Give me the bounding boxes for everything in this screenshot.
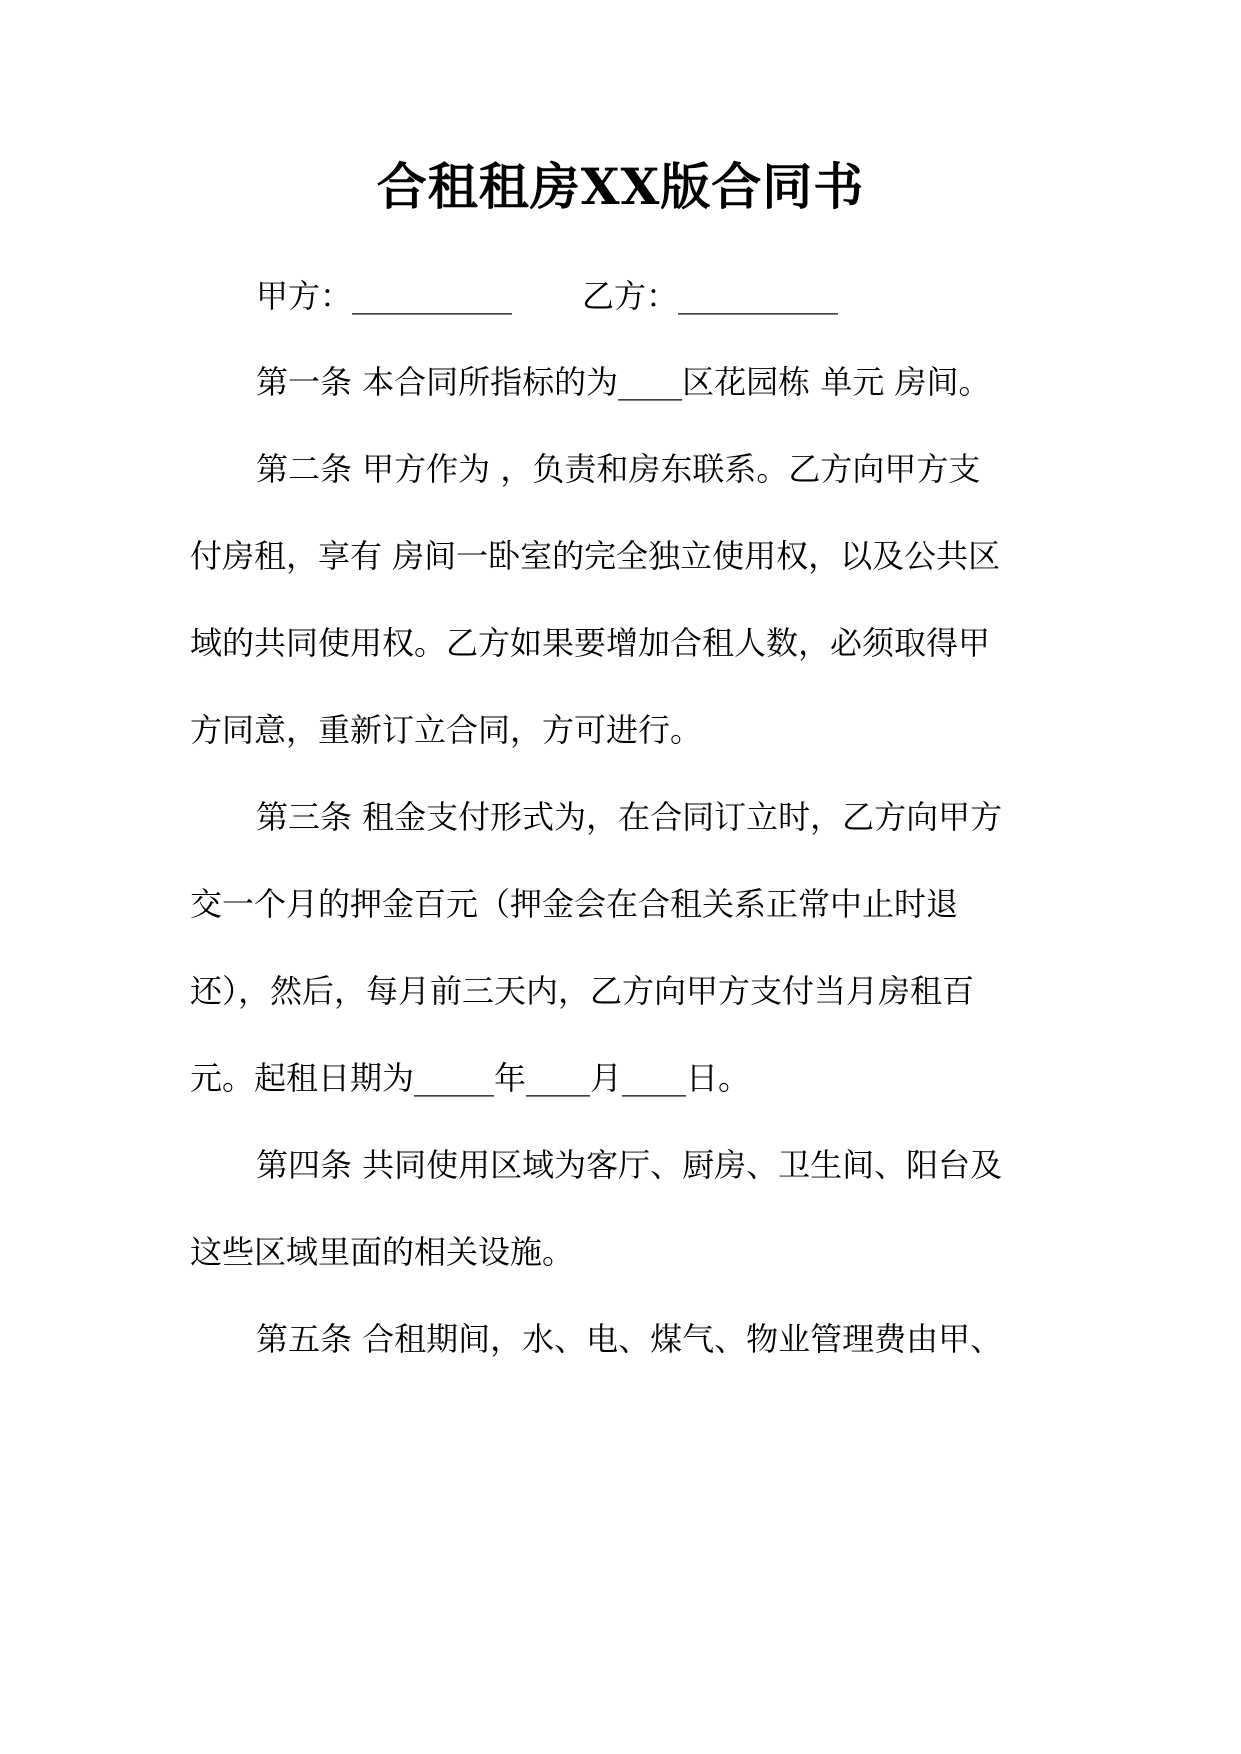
- parties-line: [256, 273, 1116, 319]
- article-4-line: 第四条 共同使用区域为客厅、厨房、卫生间、阳台及: [256, 1146, 1003, 1184]
- article-3-line: 元。起租日期为_____年____月____日。: [190, 1059, 751, 1097]
- article-2-line: 方同意，重新订立合同，方可进行。: [190, 711, 703, 749]
- party-a-field: 甲方：__________: [256, 277, 513, 315]
- article-3-line: 第三条 租金支付形式为，在合同订立时，乙方向甲方: [256, 798, 1003, 836]
- article-3-line: 交一个月的押金百元（押金会在合租关系正常中止时退: [190, 885, 959, 923]
- article-4-line: 这些区域里面的相关设施。: [190, 1233, 575, 1271]
- article-2-line: 第二条 甲方作为 ，负责和房东联系。乙方向甲方支: [256, 450, 981, 488]
- article-5-line: 第五条 合租期间，水、电、煤气、物业管理费由甲、: [256, 1320, 1003, 1358]
- article-1-line: 第一条 本合同所指标的为____区花园栋 单元 房间。: [256, 363, 991, 401]
- party-b-field: 乙方：__________: [582, 277, 839, 315]
- article-2-line: 付房租，享有 房间一卧室的完全独立使用权，以及公共区: [190, 537, 1001, 575]
- article-3-line: 还），然后，每月前三天内，乙方向甲方支付当月房租百: [190, 972, 975, 1010]
- document-title: 合租租房XX版合同书: [376, 157, 865, 216]
- article-2-line: 域的共同使用权。乙方如果要增加合租人数，必须取得甲: [190, 624, 991, 662]
